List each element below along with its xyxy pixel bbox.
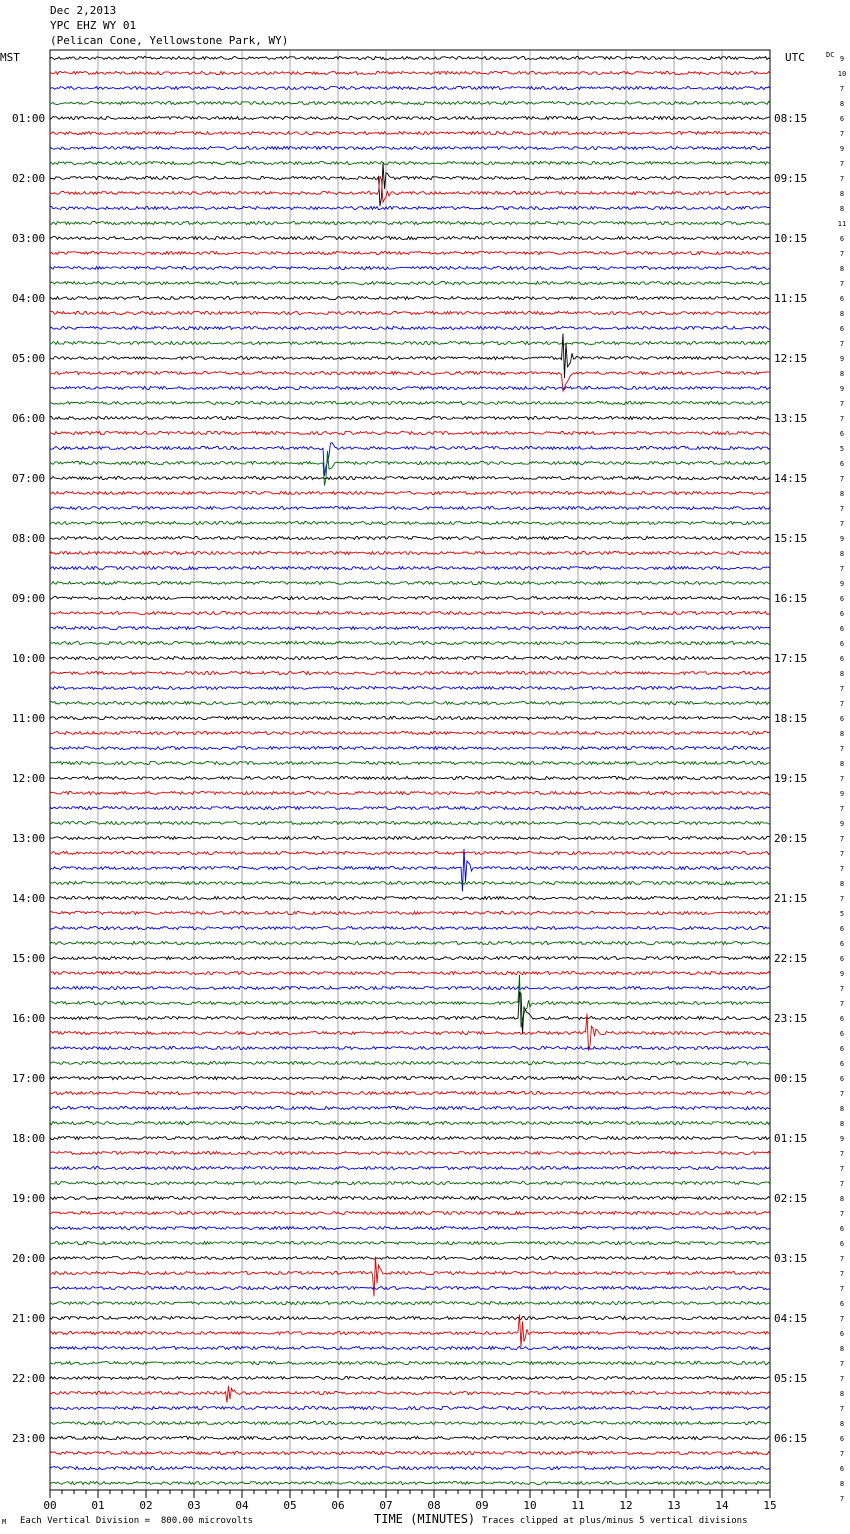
left-hour-label: 14:00 xyxy=(12,892,46,905)
dc-value: 7 xyxy=(839,1315,845,1323)
seismic-trace xyxy=(50,956,770,959)
seismic-trace xyxy=(50,671,770,674)
seismic-trace xyxy=(50,236,770,239)
dc-value: 7 xyxy=(839,1405,845,1413)
seismic-trace xyxy=(50,401,770,404)
right-hour-label: 03:15 xyxy=(774,1252,808,1265)
dc-value: 6 xyxy=(839,925,845,933)
left-hour-label: 18:00 xyxy=(12,1132,46,1145)
seismic-trace xyxy=(50,176,770,202)
dc-value: 6 xyxy=(839,235,845,243)
dc-value: 6 xyxy=(839,625,845,633)
x-tick-label: 02 xyxy=(139,1499,153,1512)
right-hour-label: 21:15 xyxy=(774,892,808,905)
dc-value: 7 xyxy=(839,505,845,513)
dc-value: 9 xyxy=(839,535,845,543)
dc-value: 7 xyxy=(839,160,845,168)
left-hour-label: 17:00 xyxy=(12,1072,46,1085)
x-tick-label: 14 xyxy=(715,1499,729,1512)
right-hour-label: 11:15 xyxy=(774,292,808,305)
dc-value: 6 xyxy=(839,1075,845,1083)
seismic-trace xyxy=(50,326,770,329)
dc-value: 8 xyxy=(839,190,845,198)
seismic-trace xyxy=(50,161,770,164)
seismic-trace xyxy=(50,146,770,149)
x-tick-label: 12 xyxy=(619,1499,633,1512)
dc-value: 6 xyxy=(839,1045,845,1053)
dc-value: 6 xyxy=(839,1060,845,1068)
right-hour-label: 16:15 xyxy=(774,592,808,605)
dc-value: 6 xyxy=(839,640,845,648)
left-hour-label: 04:00 xyxy=(12,292,46,305)
dc-value: 8 xyxy=(839,730,845,738)
dc-value: 6 xyxy=(839,460,845,468)
seismic-trace xyxy=(50,1181,770,1184)
left-hour-label: 19:00 xyxy=(12,1192,46,1205)
seismic-trace xyxy=(50,1406,770,1409)
seismic-trace xyxy=(50,975,770,1027)
dc-value: 7 xyxy=(839,1360,845,1368)
right-hour-label: 06:15 xyxy=(774,1432,808,1445)
dc-value: 6 xyxy=(839,1015,845,1023)
seismic-trace xyxy=(50,1256,770,1259)
seismic-trace xyxy=(50,1257,770,1297)
dc-value: 9 xyxy=(839,790,845,798)
dc-value: 8 xyxy=(839,880,845,888)
seismic-trace xyxy=(50,1046,770,1049)
seismic-trace xyxy=(50,506,770,509)
seismic-trace xyxy=(50,341,770,344)
dc-value: 7 xyxy=(839,1495,845,1503)
seismic-trace xyxy=(50,311,770,314)
seismic-trace xyxy=(50,1061,770,1064)
right-hour-label: 20:15 xyxy=(774,832,808,845)
dc-value: 8 xyxy=(839,1480,845,1488)
right-hour-label: 19:15 xyxy=(774,772,808,785)
seismic-trace xyxy=(50,1466,770,1469)
left-hour-label: 06:00 xyxy=(12,412,46,425)
clipping-note: Traces clipped at plus/minus 5 vertical divisions xyxy=(482,1516,748,1526)
dc-value: 7 xyxy=(839,1180,845,1188)
left-hour-label: 08:00 xyxy=(12,532,46,545)
dc-value: 7 xyxy=(839,865,845,873)
dc-value: 8 xyxy=(839,490,845,498)
seismic-trace xyxy=(50,1226,770,1229)
right-hour-label: 12:15 xyxy=(774,352,808,365)
dc-value: 9 xyxy=(839,145,845,153)
dc-value: 8 xyxy=(839,205,845,213)
dc-value: 7 xyxy=(839,280,845,288)
x-tick-label: 00 xyxy=(43,1499,57,1512)
seismic-trace xyxy=(50,521,770,524)
dc-value: 8 xyxy=(839,1420,845,1428)
dc-value: 6 xyxy=(839,595,845,603)
x-tick-label: 07 xyxy=(379,1499,393,1512)
dc-value: 7 xyxy=(839,175,845,183)
dc-value: 11 xyxy=(837,220,847,228)
seismic-trace xyxy=(50,1286,770,1289)
left-hour-label: 09:00 xyxy=(12,592,46,605)
seismic-trace xyxy=(50,1196,770,1199)
dc-value: 6 xyxy=(839,955,845,963)
seismic-trace xyxy=(50,491,770,494)
dc-value: 7 xyxy=(839,1375,845,1383)
dc-value: 8 xyxy=(839,1345,845,1353)
left-hour-label: 03:00 xyxy=(12,232,46,245)
seismic-trace xyxy=(50,86,770,89)
right-hour-label: 17:15 xyxy=(774,652,808,665)
left-hour-label: 07:00 xyxy=(12,472,46,485)
right-hour-label: 22:15 xyxy=(774,952,808,965)
seismic-trace xyxy=(50,1436,770,1439)
seismic-trace xyxy=(50,896,770,899)
x-tick-label: 01 xyxy=(91,1499,105,1512)
dc-value: 7 xyxy=(839,1165,845,1173)
seismic-trace xyxy=(50,296,770,299)
seismic-trace xyxy=(50,1136,770,1139)
seismic-trace xyxy=(50,716,770,719)
seismic-trace xyxy=(50,451,770,486)
seismic-trace xyxy=(50,1361,770,1364)
dc-value: 9 xyxy=(839,820,845,828)
right-timezone-label: UTC xyxy=(785,51,805,64)
seismic-trace xyxy=(50,581,770,584)
dc-value: 7 xyxy=(839,1270,845,1278)
seismic-trace xyxy=(50,251,770,254)
seismic-trace xyxy=(50,941,770,944)
dc-value: 7 xyxy=(839,85,845,93)
seismic-trace xyxy=(50,1121,770,1124)
seismic-trace xyxy=(50,386,770,389)
seismic-trace xyxy=(50,101,770,104)
seismic-trace xyxy=(50,806,770,809)
seismic-trace xyxy=(50,1151,770,1154)
seismic-trace xyxy=(50,1451,770,1454)
dc-value: 7 xyxy=(839,805,845,813)
x-tick-label: 05 xyxy=(283,1499,297,1512)
left-hour-label: 02:00 xyxy=(12,172,46,185)
seismic-trace xyxy=(50,911,770,914)
seismic-trace xyxy=(50,611,770,614)
x-tick-label: 11 xyxy=(571,1499,585,1512)
x-tick-label: 15 xyxy=(763,1499,777,1512)
seismic-trace xyxy=(50,849,770,892)
seismic-trace xyxy=(50,836,770,839)
left-hour-label: 10:00 xyxy=(12,652,46,665)
right-hour-label: 13:15 xyxy=(774,412,808,425)
dc-value: 8 xyxy=(839,670,845,678)
dc-value: 9 xyxy=(839,1135,845,1143)
dc-value: 7 xyxy=(839,1285,845,1293)
seismic-trace xyxy=(50,1376,770,1379)
right-hour-label: 18:15 xyxy=(774,712,808,725)
seismic-trace xyxy=(50,971,770,974)
dc-value: 7 xyxy=(839,475,845,483)
dc-value: 6 xyxy=(839,655,845,663)
seismic-trace xyxy=(50,206,770,209)
seismic-trace xyxy=(50,1241,770,1244)
dc-value: 6 xyxy=(839,1030,845,1038)
right-hour-label: 08:15 xyxy=(774,112,808,125)
x-tick-label: 10 xyxy=(523,1499,537,1512)
seismic-trace xyxy=(50,626,770,629)
dc-value: 7 xyxy=(839,1090,845,1098)
left-hour-label: 21:00 xyxy=(12,1312,46,1325)
seismic-trace xyxy=(50,431,770,434)
chart-date: Dec 2,2013 xyxy=(50,4,117,17)
dc-header: DC xyxy=(826,51,835,59)
dc-value: 9 xyxy=(839,970,845,978)
right-hour-label: 01:15 xyxy=(774,1132,808,1145)
left-hour-label: 15:00 xyxy=(12,952,46,965)
seismic-trace xyxy=(50,1211,770,1214)
corner-mark: M xyxy=(2,1518,7,1526)
seismic-trace xyxy=(50,1346,770,1349)
right-hour-label: 00:15 xyxy=(774,1072,808,1085)
dc-value: 8 xyxy=(839,760,845,768)
dc-value: 6 xyxy=(839,1225,845,1233)
seismic-trace xyxy=(50,566,770,569)
dc-value: 7 xyxy=(839,775,845,783)
dc-value: 8 xyxy=(839,550,845,558)
seismic-trace xyxy=(50,71,770,74)
dc-value: 9 xyxy=(839,355,845,363)
x-tick-label: 08 xyxy=(427,1499,441,1512)
seismic-trace xyxy=(50,851,770,854)
dc-value: 6 xyxy=(839,610,845,618)
dc-value: 6 xyxy=(839,325,845,333)
dc-value: 10 xyxy=(837,70,847,78)
dc-value: 7 xyxy=(839,895,845,903)
seismic-trace xyxy=(50,596,770,599)
left-hour-label: 11:00 xyxy=(12,712,46,725)
dc-value: 7 xyxy=(839,985,845,993)
x-axis-title: TIME (MINUTES) xyxy=(374,1512,476,1526)
x-tick-label: 09 xyxy=(475,1499,489,1512)
dc-value: 6 xyxy=(839,940,845,948)
dc-value: 5 xyxy=(839,910,845,918)
seismic-trace xyxy=(50,266,770,269)
seismic-trace xyxy=(50,416,770,419)
seismic-trace xyxy=(50,1091,770,1094)
seismic-trace xyxy=(50,986,770,989)
seismic-trace xyxy=(50,1481,770,1484)
seismic-trace xyxy=(50,551,770,554)
dc-value: 7 xyxy=(839,700,845,708)
dc-value: 6 xyxy=(839,430,845,438)
dc-value: 7 xyxy=(839,400,845,408)
seismic-trace xyxy=(50,686,770,689)
seismic-trace xyxy=(50,761,770,764)
seismic-trace xyxy=(50,731,770,734)
dc-value: 7 xyxy=(839,850,845,858)
dc-value: 7 xyxy=(839,835,845,843)
right-hour-label: 05:15 xyxy=(774,1372,808,1385)
station-location: (Pelican Cone, Yellowstone Park, WY) xyxy=(50,34,289,47)
left-timezone-label: MST xyxy=(0,51,20,64)
dc-value: 6 xyxy=(839,715,845,723)
dc-value: 6 xyxy=(839,1465,845,1473)
station-id: YPC EHZ WY 01 xyxy=(50,19,137,32)
x-tick-label: 03 xyxy=(187,1499,201,1512)
right-hour-label: 09:15 xyxy=(774,172,808,185)
right-hour-label: 02:15 xyxy=(774,1192,808,1205)
seismic-trace xyxy=(50,536,770,539)
dc-value: 7 xyxy=(839,1255,845,1263)
seismic-trace xyxy=(50,641,770,644)
left-hour-label: 12:00 xyxy=(12,772,46,785)
dc-value: 8 xyxy=(839,310,845,318)
seismic-trace xyxy=(50,992,770,1034)
dc-value: 7 xyxy=(839,520,845,528)
dc-value: 6 xyxy=(839,1435,845,1443)
left-hour-label: 20:00 xyxy=(12,1252,46,1265)
seismic-trace xyxy=(50,116,770,119)
seismic-trace xyxy=(50,281,770,284)
dc-value: 6 xyxy=(839,1240,845,1248)
seismic-trace xyxy=(50,656,770,659)
dc-value: 8 xyxy=(839,265,845,273)
left-hour-label: 05:00 xyxy=(12,352,46,365)
dc-value: 7 xyxy=(839,340,845,348)
seismic-trace xyxy=(50,776,770,779)
dc-value: 5 xyxy=(839,445,845,453)
dc-value: 6 xyxy=(839,295,845,303)
dc-value: 7 xyxy=(839,565,845,573)
left-hour-label: 01:00 xyxy=(12,112,46,125)
dc-value: 7 xyxy=(839,130,845,138)
seismic-trace xyxy=(50,926,770,929)
seismic-trace xyxy=(50,1386,770,1403)
seismic-trace xyxy=(50,371,770,391)
dc-value: 8 xyxy=(839,1105,845,1113)
right-hour-label: 14:15 xyxy=(774,472,808,485)
dc-value: 7 xyxy=(839,250,845,258)
x-tick-label: 04 xyxy=(235,1499,249,1512)
left-hour-label: 16:00 xyxy=(12,1012,46,1025)
right-hour-label: 23:15 xyxy=(774,1012,808,1025)
dc-value: 7 xyxy=(839,1150,845,1158)
seismic-trace xyxy=(50,746,770,749)
seismic-trace xyxy=(50,1076,770,1079)
right-hour-label: 04:15 xyxy=(774,1312,808,1325)
seismic-trace xyxy=(50,476,770,479)
seismic-trace xyxy=(50,334,770,379)
dc-value: 6 xyxy=(839,1330,845,1338)
dc-value: 7 xyxy=(839,415,845,423)
left-hour-label: 23:00 xyxy=(12,1432,46,1445)
seismic-trace xyxy=(50,1106,770,1109)
dc-value: 6 xyxy=(839,1300,845,1308)
seismic-trace xyxy=(50,1301,770,1304)
seismic-trace xyxy=(50,881,770,884)
dc-value: 8 xyxy=(839,1390,845,1398)
dc-value: 7 xyxy=(839,1000,845,1008)
seismic-trace xyxy=(50,163,770,206)
x-tick-label: 13 xyxy=(667,1499,681,1512)
dc-value: 7 xyxy=(839,685,845,693)
dc-value: 8 xyxy=(839,100,845,108)
x-tick-label: 06 xyxy=(331,1499,345,1512)
seismic-trace xyxy=(50,1316,770,1319)
dc-value: 6 xyxy=(839,115,845,123)
seismic-trace xyxy=(50,443,770,476)
dc-value: 7 xyxy=(839,745,845,753)
seismic-trace xyxy=(50,1421,770,1424)
seismic-trace xyxy=(50,821,770,824)
dc-value: 7 xyxy=(839,1450,845,1458)
left-hour-label: 22:00 xyxy=(12,1372,46,1385)
vertical-division-note: Each Vertical Division = 800.00 microvolts xyxy=(20,1516,253,1526)
dc-value: 7 xyxy=(839,1210,845,1218)
seismic-trace xyxy=(50,56,770,59)
right-hour-label: 10:15 xyxy=(774,232,808,245)
dc-value: 9 xyxy=(839,580,845,588)
dc-value: 8 xyxy=(839,1195,845,1203)
dc-value: 8 xyxy=(839,370,845,378)
left-hour-label: 13:00 xyxy=(12,832,46,845)
dc-value: 9 xyxy=(839,55,845,63)
seismic-trace xyxy=(50,791,770,794)
plot-frame xyxy=(50,50,770,1490)
dc-value: 9 xyxy=(839,385,845,393)
right-hour-label: 15:15 xyxy=(774,532,808,545)
seismic-trace xyxy=(50,701,770,704)
seismic-trace xyxy=(50,1166,770,1169)
seismic-trace xyxy=(50,131,770,134)
seismic-trace xyxy=(50,221,770,224)
dc-value: 8 xyxy=(839,1120,845,1128)
